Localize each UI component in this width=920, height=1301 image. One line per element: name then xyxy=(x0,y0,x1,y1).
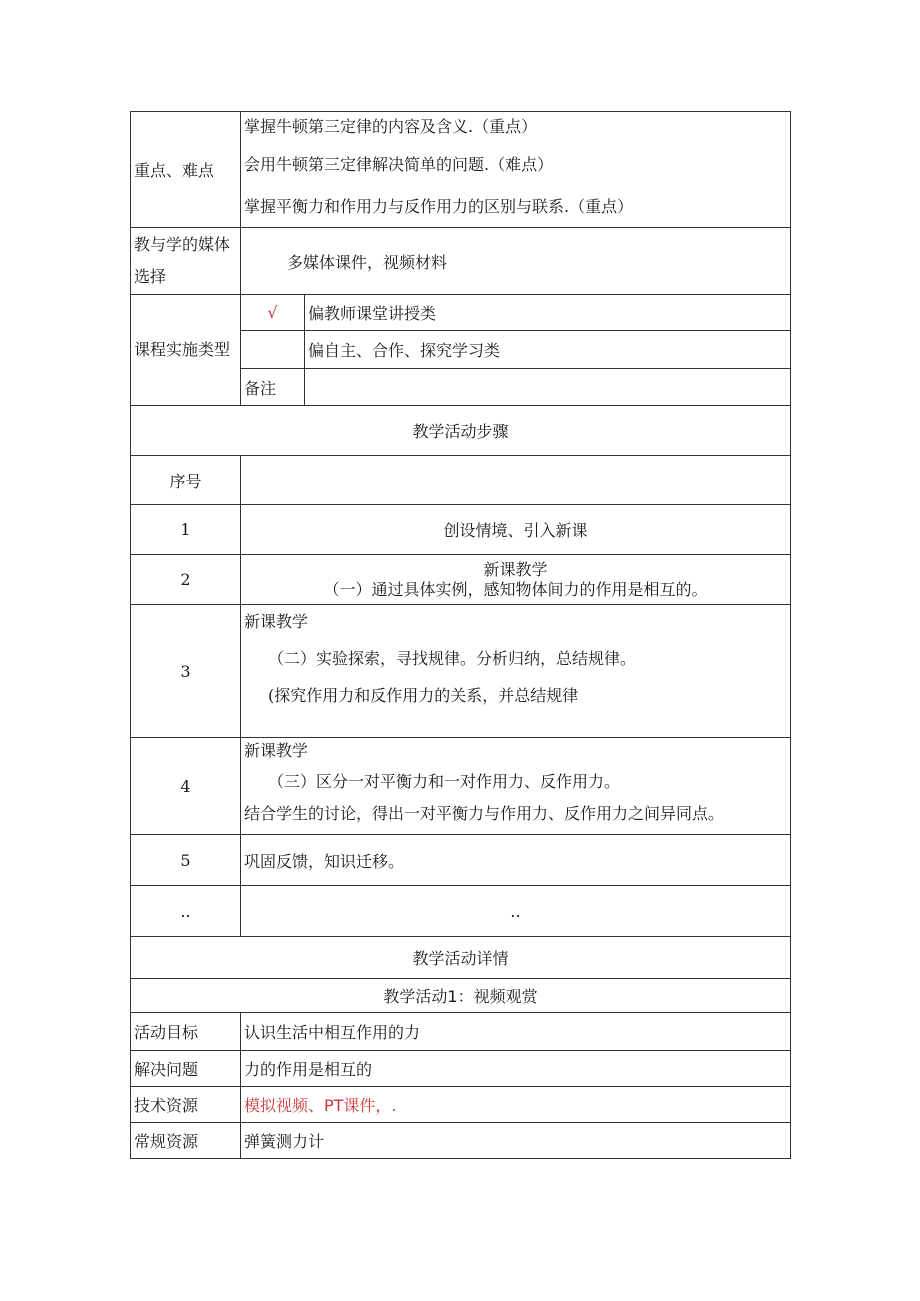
detail-label: 技术资源 xyxy=(131,1087,241,1123)
step-row xyxy=(131,738,791,835)
media-label: 教与学的媒体选择 xyxy=(131,228,241,295)
key-point-item: 会用牛顿第三定律解决简单的问题.（难点） xyxy=(244,155,554,174)
step-text: （二）实验探索，寻找规律。分析归纳，总结规律。 xyxy=(268,649,637,668)
media-value: 多媒体课件，视频材料 xyxy=(241,228,791,295)
key-points-content xyxy=(241,112,791,228)
detail-label: 活动目标 xyxy=(131,1013,241,1051)
detail-value: 弹簧测力计 xyxy=(241,1123,791,1159)
detail-value: 模拟视频、PT课件，. xyxy=(241,1087,791,1123)
activity-title-row xyxy=(131,979,791,1013)
seq-header: 序号 xyxy=(131,456,241,505)
details-title: 教学活动详情 xyxy=(131,937,791,979)
step-content xyxy=(241,555,791,605)
step-row xyxy=(131,886,791,937)
steps-header-row xyxy=(131,456,791,505)
detail-value: 认识生活中相互作用的力 xyxy=(241,1013,791,1051)
steps-title: 教学活动步骤 xyxy=(131,406,791,456)
step-number: 3 xyxy=(131,605,241,738)
step-row xyxy=(131,505,791,555)
course-type-check xyxy=(241,331,305,369)
detail-row xyxy=(131,1013,791,1051)
media-row xyxy=(131,228,791,295)
key-point-item: 掌握平衡力和作用力与反作用力的区别与联系.（重点） xyxy=(244,197,634,216)
key-point-item: 掌握牛顿第三定律的内容及含义.（重点） xyxy=(244,117,538,136)
step-number: 5 xyxy=(131,835,241,886)
course-type-label: 课程实施类型 xyxy=(131,295,241,406)
step-number: 2 xyxy=(131,555,241,605)
step-text: (探究作用力和反作用力的关系，并总结规律 xyxy=(268,686,579,705)
course-type-option: 偏自主、合作、探究学习类 xyxy=(305,331,791,369)
step-text: （一）通过具体实例，感知物体间力的作用是相互的。 xyxy=(323,579,708,599)
course-type-row xyxy=(131,295,791,331)
step-content xyxy=(241,738,791,835)
detail-value: 力的作用是相互的 xyxy=(241,1051,791,1087)
steps-title-row xyxy=(131,406,791,456)
steps-header-blank xyxy=(241,456,791,505)
detail-label: 常规资源 xyxy=(131,1123,241,1159)
step-text: 创设情境、引入新课 xyxy=(241,505,791,555)
key-points-label: 重点、难点 xyxy=(131,112,241,228)
detail-row xyxy=(131,1051,791,1087)
step-text: 巩固反馈，知识迁移。 xyxy=(241,835,791,886)
step-row xyxy=(131,555,791,605)
lesson-plan-table xyxy=(130,111,790,1159)
activity-title: 教学活动1：视频观赏 xyxy=(131,979,791,1013)
step-text: 新课教学 xyxy=(244,612,309,631)
detail-row xyxy=(131,1087,791,1123)
detail-label: 解决问题 xyxy=(131,1051,241,1087)
key-points-row xyxy=(131,112,791,228)
course-type-option: 偏教师课堂讲授类 xyxy=(305,295,791,331)
step-text: .. xyxy=(241,886,791,937)
step-content xyxy=(241,605,791,738)
step-number: 1 xyxy=(131,505,241,555)
note-value xyxy=(305,369,791,406)
step-row xyxy=(131,835,791,886)
note-label: 备注 xyxy=(241,369,305,406)
step-text: 结合学生的讨论，得出一对平衡力与作用力、反作用力之间异同点。 xyxy=(244,804,725,823)
course-type-check: √ xyxy=(241,295,305,331)
step-text: 新课教学 xyxy=(483,559,548,579)
detail-row xyxy=(131,1123,791,1159)
step-text: 新课教学 xyxy=(244,741,309,760)
step-text: （三）区分一对平衡力和一对作用力、反作用力。 xyxy=(268,772,621,791)
step-number: 4 xyxy=(131,738,241,835)
step-row xyxy=(131,605,791,738)
details-title-row xyxy=(131,937,791,979)
step-number: .. xyxy=(131,886,241,937)
